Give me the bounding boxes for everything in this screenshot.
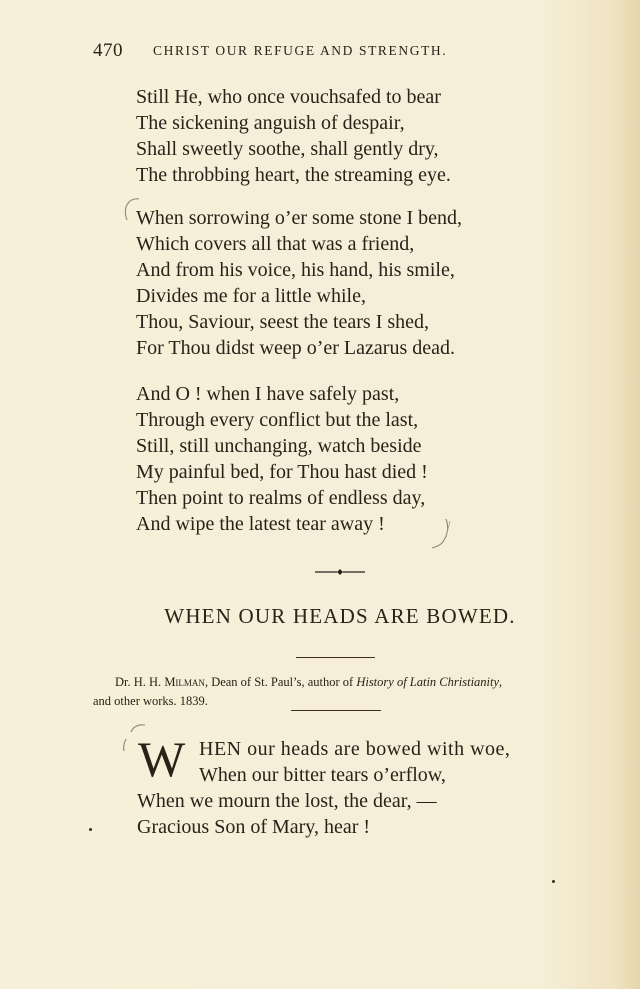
verse-line: Still He, who once vouchsafed to bear — [136, 86, 441, 108]
page-number: 470 — [93, 40, 123, 61]
verse-line: Gracious Son of Mary, hear ! — [137, 816, 371, 838]
verse-line: Through every conflict but the last, — [136, 409, 419, 431]
verse-line: HEN our heads are bowed with woe, — [199, 738, 511, 760]
running-head: CHRIST OUR REFUGE AND STRENGTH. — [153, 43, 448, 58]
verse-line: My painful bed, for Thou hast died ! — [136, 461, 428, 483]
attribution-date-line: and other works. 1839. — [93, 694, 208, 708]
attribution-prefix: Dr. H. H. — [115, 675, 165, 689]
verse-line: When our bitter tears o’erflow, — [199, 764, 446, 786]
stanza-2 — [136, 205, 462, 361]
verse-line: For Thou didst weep o’er Lazarus dead. — [136, 337, 455, 359]
verse-line: Which covers all that was a friend, — [136, 233, 415, 255]
attribution-rule — [291, 710, 381, 711]
attribution-suffix: , — [499, 675, 503, 689]
verse-line: When sorrowing o’er some stone I bend, — [136, 207, 463, 229]
stanza-1 — [136, 84, 451, 188]
author-name: Milman — [164, 675, 205, 689]
section-divider-ornament — [313, 565, 367, 577]
ink-speck — [89, 828, 92, 831]
verse-line: Then point to realms of endless day, — [136, 487, 426, 509]
verse-line: The sickening anguish of despair, — [136, 112, 405, 134]
title-rule — [296, 657, 375, 658]
author-attribution — [93, 673, 593, 711]
ink-speck — [552, 880, 555, 883]
verse-line: Divides me for a little while, — [136, 285, 366, 307]
stanza-3 — [136, 381, 428, 537]
pencil-end-mark — [428, 515, 454, 551]
verse-line: Still, still unchanging, watch beside — [136, 435, 422, 457]
verse-line: And wipe the latest tear away ! — [136, 513, 385, 535]
verse-line: Shall sweetly soothe, shall gently dry, — [136, 138, 439, 160]
book-title: History of Latin Christianity — [356, 675, 500, 689]
verse-line: And O ! when I have safely past, — [136, 383, 400, 405]
attribution-middle: , Dean of St. Paul’s, author of — [204, 675, 357, 689]
verse-line: Thou, Saviour, seest the tears I shed, — [136, 311, 430, 333]
verse-line: The throbbing heart, the streaming eye. — [136, 164, 451, 186]
hymn-title: WHEN OUR HEADS ARE BOWED. — [164, 604, 516, 628]
drop-cap: W — [138, 731, 186, 787]
verse-line: And from his voice, his hand, his smile, — [136, 259, 455, 281]
verse-line: When we mourn the lost, the dear, — — [137, 790, 437, 812]
